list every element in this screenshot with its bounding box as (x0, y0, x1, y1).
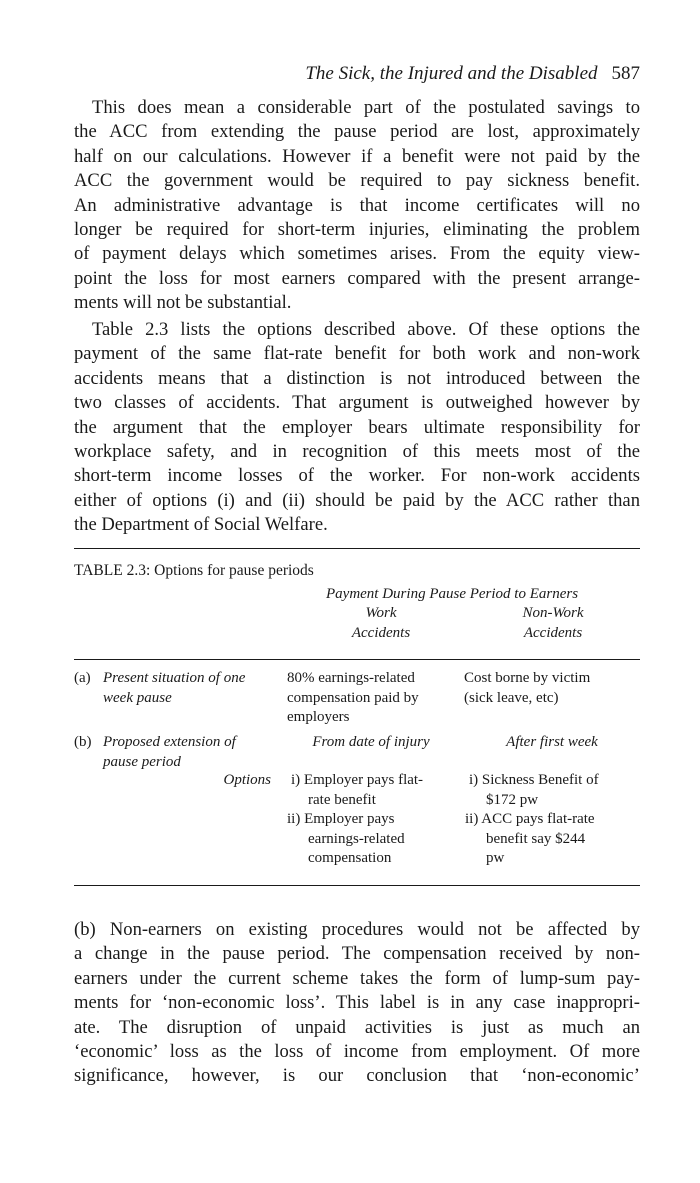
table-bottom-rule (74, 885, 640, 886)
table-cell-line: week pause (103, 689, 172, 706)
text-line: ‘economic’ loss as the loss of income from employment. Of more (74, 1041, 640, 1063)
text-line: the ACC from extending the pause period are lost, approximately (74, 121, 640, 143)
table-cell-line: employers (287, 709, 350, 725)
nonwork-option-2 (465, 810, 595, 869)
row-a-nonwork (464, 669, 590, 708)
options-label: Options (223, 772, 271, 788)
table-top-rule (74, 548, 640, 549)
text-line: earners under the current scheme takes the form of lump-sum pay- (74, 967, 640, 989)
text-line: ments for ‘non-economic loss’. This label is in any case inappropri- (74, 992, 640, 1014)
text-line: short-term income losses of the worker. For non-work accidents (74, 465, 640, 487)
table-cell-line: (sick leave, etc) (464, 689, 559, 706)
column-header-nonwork: Non-Work (522, 605, 584, 621)
table-cell-line: pause period (103, 753, 181, 770)
option-text: rate benefit (308, 791, 376, 808)
row-a-work (287, 669, 419, 728)
table-group-header: Payment During Pause Period to Earners (326, 586, 579, 602)
work-option-2 (287, 810, 405, 869)
running-head-title: The Sick, the Injured and the Disabled (305, 63, 598, 84)
text-line: An administrative advantage is that income certificates will no (74, 194, 640, 216)
text-line: significance, however, is our conclusion that ‘non-economic’ (74, 1065, 640, 1087)
text-line: half on our calculations. However if a benefit were not paid by the (74, 145, 640, 167)
table-cell-line: 80% earnings-related (287, 670, 415, 686)
column-header-nonwork-sub: Accidents (523, 625, 583, 641)
option-text: $172 pw (486, 791, 539, 808)
option-text: compensation (308, 850, 392, 866)
text-line: the Department of Social Welfare. (74, 514, 328, 536)
text-line: (b) Non-earners on existing procedures would not be affected by (74, 919, 640, 940)
column-header-work: Work (365, 605, 397, 621)
text-line: workplace safety, and in recognition of this meets most of the (74, 441, 640, 463)
table-caption: TABLE 2.3: Options for pause periods (74, 562, 314, 579)
row-b-description (103, 733, 236, 772)
page-number: 587 (611, 63, 640, 84)
row-b-nonwork-header: After first week (506, 734, 598, 750)
text-line: This does mean a considerable part of the postulated savings to (92, 97, 640, 118)
option-text: pw (486, 850, 505, 866)
work-option-1 (291, 771, 423, 810)
table-header-rule (74, 659, 640, 660)
text-line: the argument that the employer bears ultimate responsibility for (74, 416, 640, 438)
text-line: accidents means that a distinction is not introduced between the (74, 367, 640, 389)
row-a-label: (a) (74, 670, 91, 686)
text-line: either of options (i) and (ii) should be paid by the ACC rather than (74, 489, 640, 511)
table-cell-line: Cost borne by victim (464, 670, 591, 686)
text-line: ate. The disruption of unpaid activities is just as much an (74, 1016, 640, 1038)
paragraph-3 (74, 918, 640, 1089)
option-text: Sickness Benefit of (481, 772, 599, 788)
text-line: longer be required for short-term injuries, eliminating the problem (74, 219, 640, 241)
row-b-label: (b) (74, 734, 92, 750)
table-cell-line: Proposed extension of (103, 734, 236, 750)
option-number: i) (291, 772, 301, 788)
paragraph-1 (74, 96, 640, 316)
text-line: Table 2.3 lists the options described above. Of these options the (92, 319, 640, 340)
text-line: point the loss for most earners compared with the present arrange- (74, 267, 640, 289)
text-line: of payment delays which sometimes arises. From the equity view- (74, 243, 640, 265)
text-line: ACC the government would be required to pay sickness benefit. (74, 170, 640, 192)
text-line: two classes of accidents. That argument is outweighed however by (74, 392, 640, 414)
option-text: ACC pays flat-rate (481, 811, 595, 827)
option-number: ii) (465, 811, 479, 827)
option-number: ii) (287, 811, 301, 827)
column-header-work-sub: Accidents (351, 625, 411, 641)
option-text: Employer pays (304, 811, 395, 827)
option-text: Employer pays flat- (303, 772, 424, 788)
row-b-work-header: From date of injury (312, 734, 430, 750)
text-line: a change in the pause period. The compensation received by non- (74, 943, 640, 965)
text-line: ments will not be substantial. (74, 292, 292, 314)
text-line: payment of the same flat-rate benefit for both work and non-work (74, 343, 640, 365)
running-head (74, 62, 640, 86)
option-text: earnings-related (308, 830, 405, 847)
option-number: i) (469, 772, 479, 788)
table-cell-line: Present situation of one (103, 670, 246, 686)
nonwork-option-1 (469, 771, 599, 810)
row-a-description (103, 669, 245, 708)
option-text: benefit say $244 (486, 830, 586, 847)
paragraph-2 (74, 318, 640, 538)
table-cell-line: compensation paid by (287, 689, 419, 706)
